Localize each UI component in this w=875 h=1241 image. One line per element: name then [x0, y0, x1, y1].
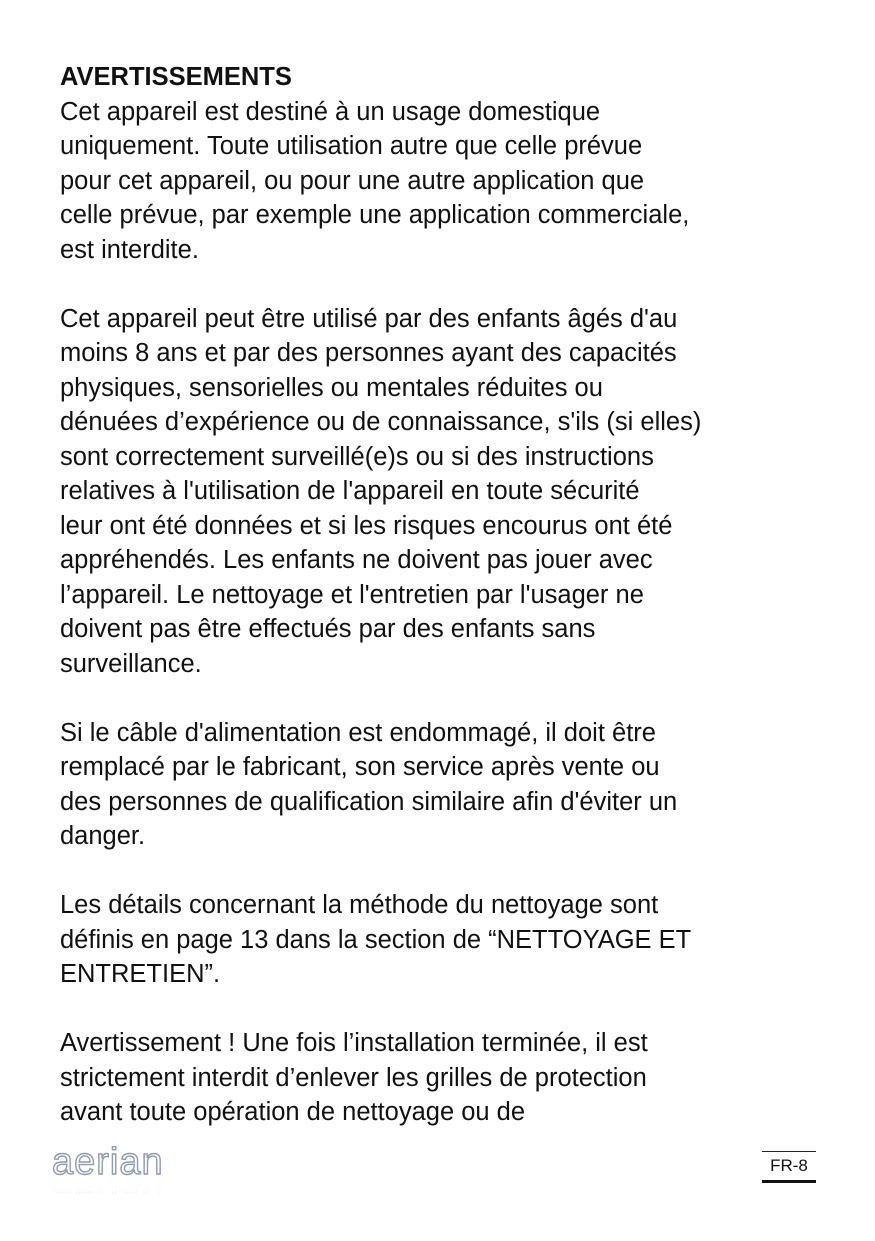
paragraph-gap: [60, 992, 701, 1027]
paragraph: [60, 1026, 701, 1130]
text-line: l’appareil. Le nettoyage et l'entretien par l'usager ne: [60, 580, 644, 609]
document-body: [60, 60, 701, 1130]
text-line: surveillance.: [60, 649, 202, 678]
paragraph: [60, 888, 701, 992]
aerian-logo: [52, 1146, 202, 1199]
svg-text:aerian: aerian: [52, 1180, 164, 1194]
text-line: Si le câble d'alimentation est endommagé, il doit être: [60, 718, 656, 747]
text-line: strictement interdit d’enlever les grilles de protection: [60, 1063, 647, 1092]
text-line: danger.: [60, 822, 146, 850]
text-line: moins 8 ans et par des personnes ayant des capacités: [60, 339, 677, 367]
text-line: leur ont été données et si les risques encourus ont été: [60, 511, 673, 540]
page-number: FR-8: [762, 1151, 816, 1183]
text-line: pour cet appareil, ou pour une autre application que: [60, 166, 645, 195]
text-line: dénuées d’expérience ou de connaissance, s'ils (si elles): [60, 408, 702, 436]
text-line: est interdite.: [60, 235, 199, 264]
paragraph-gap: [60, 267, 701, 302]
paragraph-gap: [60, 854, 701, 889]
text-line: physiques, sensorielles ou mentales réduites ou: [60, 373, 603, 402]
text-line: Cet appareil est destiné à un usage domestique: [60, 97, 601, 126]
paragraph: [60, 716, 701, 854]
paragraph-gap: [60, 681, 701, 716]
paragraph: [60, 302, 701, 682]
text-line: appréhendés. Les enfants ne doivent pas jouer avec: [60, 546, 653, 574]
section-heading: AVERTISSEMENTS: [60, 63, 292, 91]
text-line: celle prévue, par exemple une application commerciale,: [60, 201, 690, 229]
text-line: doivent pas être effectués par des enfants sans: [60, 615, 596, 643]
paragraph: [60, 95, 701, 268]
text-line: relatives à l'utilisation de l'appareil en toute sécurité: [60, 477, 640, 505]
text-line: Avertissement ! Une fois l’installation terminée, il est: [60, 1029, 648, 1057]
text-line: remplacé par le fabricant, son service après vente ou: [60, 753, 660, 781]
text-line: ENTRETIEN”.: [60, 960, 221, 988]
text-line: Les détails concernant la méthode du nettoyage sont: [60, 891, 659, 919]
text-line: sont correctement surveillé(e)s ou si des instructions: [60, 442, 654, 471]
text-line: des personnes de qualification similaire afin d'éviter un: [60, 787, 678, 816]
text-line: définis en page 13 dans la section de “NETTOYAGE ET: [60, 925, 692, 954]
text-line: uniquement. Toute utilisation autre que celle prévue: [60, 132, 643, 160]
text-line: Cet appareil peut être utilisé par des enfants âgés d'au: [60, 304, 678, 333]
text-line: avant toute opération de nettoyage ou de: [60, 1098, 526, 1126]
svg-text:aerian: aerian: [52, 1146, 164, 1183]
